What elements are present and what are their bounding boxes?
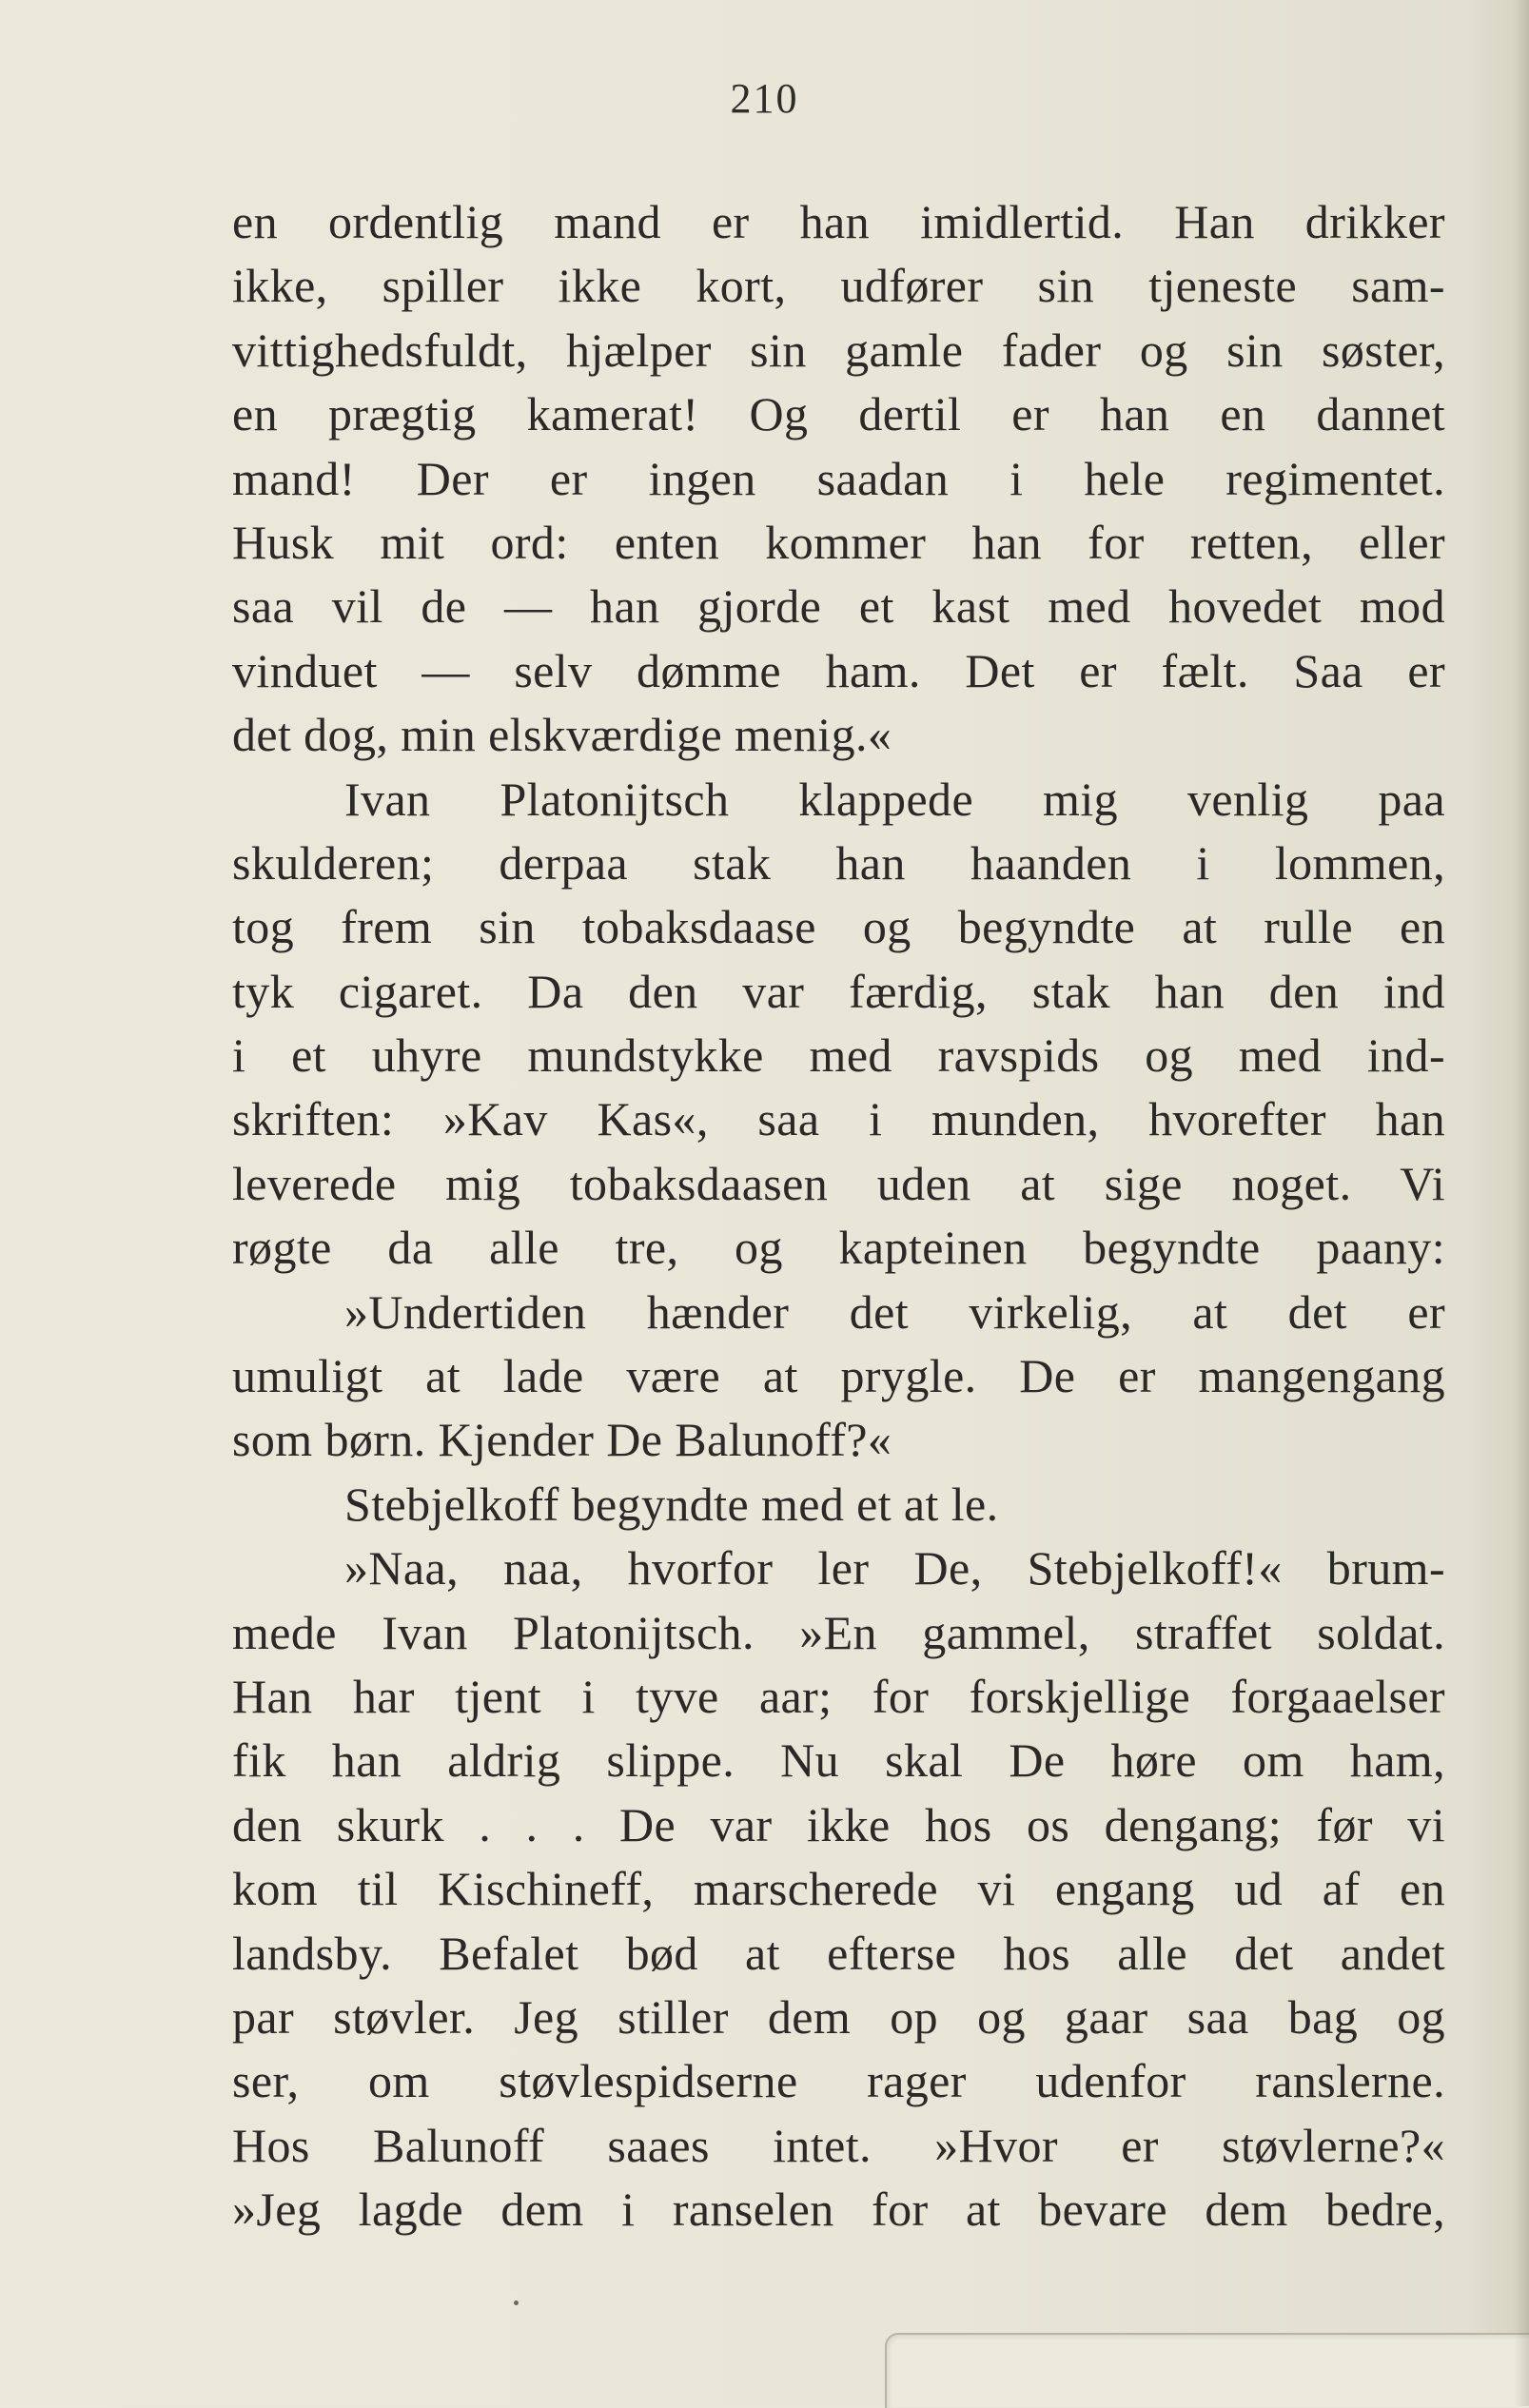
text-line: ser, om støvlespidserne rager udenfor ranslerne. (232, 2054, 1445, 2108)
text-line: røgte da alle tre, og kapteinen begyndte paany: (232, 1221, 1445, 1275)
text-line: Husk mit ord: enten kommer han for retten, eller (232, 515, 1445, 569)
page-number: 210 (730, 75, 799, 122)
text-line: vinduet — selv dømme ham. Det er fælt. Saa er (232, 643, 1445, 697)
paragraph-first-line: Stebjelkoff begyndte med et at le. (344, 1477, 999, 1531)
text-line: det dog, min elskværdige menig.« (232, 708, 892, 762)
text-line: Hos Balunoff saaes intet. »Hvor er støvlerne?« (232, 2118, 1445, 2172)
text-line: tyk cigaret. Da den var færdig, stak han den ind (232, 964, 1445, 1018)
text-line: en ordentlig mand er han imidlertid. Han drikker (232, 195, 1445, 248)
text-line: leverede mig tobaksdaasen uden at sige noget. Vi (232, 1156, 1445, 1210)
text-line: »Jeg lagde dem i ranselen for at bevare dem bedre, (232, 2183, 1445, 2237)
paragraph-first-line: Ivan Platonijtsch klappede mig venlig paa (344, 772, 1445, 826)
text-line: mand! Der er ingen saadan i hele regimentet. (232, 451, 1445, 505)
ink-speck (514, 2300, 519, 2305)
text-line: ikke, spiller ikke kort, udfører sin tjeneste sam- (232, 259, 1445, 313)
text-line: skulderen; derpaa stak han haanden i lommen, (232, 835, 1445, 890)
text-line: som børn. Kjender De Balunoff?« (232, 1413, 892, 1467)
text-line: skriften: »Kav Kas«, saa i munden, hvorefter han (232, 1092, 1445, 1146)
paragraph-first-line: »Naa, naa, hvorfor ler De, Stebjelkoff!« brum- (344, 1541, 1445, 1596)
page-edge-shadow (1514, 0, 1529, 2406)
text-line: tog frem sin tobaksdaase og begyndte at rulle en (232, 900, 1445, 954)
text-line: umuligt at lade være at prygle. De er mangengang (232, 1349, 1445, 1403)
body-text (232, 190, 1445, 2242)
text-line: kom til Kischineff, marscherede vi engang ud af en (232, 1862, 1445, 1916)
text-line: den skurk . . . De var ikke hos os dengang; før vi (232, 1797, 1445, 1851)
text-line: mede Ivan Platonijtsch. »En gammel, straffet soldat. (232, 1605, 1445, 1659)
text-line: vittighedsfuldt, hjælper sin gamle fader og sin søster, (232, 323, 1445, 377)
text-line: fik han aldrig slippe. Nu skal De høre om ham, (232, 1733, 1445, 1788)
text-line: par støvler. Jeg stiller dem op og gaar saa bag og (232, 1989, 1445, 2044)
text-line: en prægtig kamerat! Og dertil er han en dannet (232, 387, 1445, 441)
text-line: saa vil de — han gjorde et kast med hovedet mod (232, 579, 1445, 634)
text-line: Han har tjent i tyve aar; for forskjellige forgaaelser (232, 1669, 1445, 1723)
text-line: landsby. Befalet bød at efterse hos alle det andet (232, 1926, 1445, 1980)
page-corner-tab (885, 2333, 1529, 2408)
text-line: i et uhyre mundstykke med ravspids og med ind- (232, 1028, 1445, 1083)
paragraph-first-line: »Undertiden hænder det virkelig, at det er (344, 1284, 1445, 1339)
